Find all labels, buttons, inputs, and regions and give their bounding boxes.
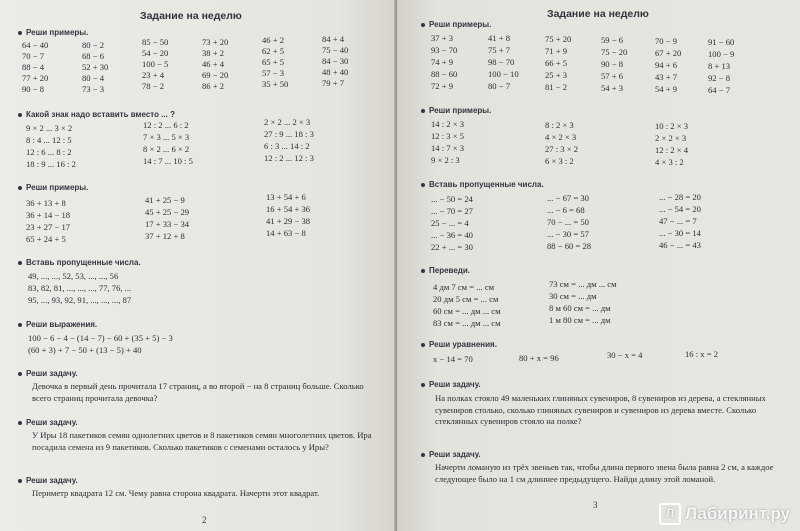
example: ... − 6 = 68 (547, 205, 585, 215)
expression-line: (60 + 3) + 7 − 50 + (13 − 5) + 40 (28, 345, 142, 355)
example: 9 × 2 ... 3 × 2 (26, 123, 73, 133)
example: 8 : 2 × 3 (545, 120, 574, 130)
equation: 80 + x = 96 (519, 353, 559, 363)
sequence-line: 49, ..., ..., 52, 53, ..., ..., 56 (28, 271, 119, 281)
example: 59 − 6 (601, 35, 624, 45)
example: ... − 54 = 20 (659, 204, 701, 214)
example: 78 − 2 (142, 81, 165, 91)
expression-line: 100 − 6 − 4 − (14 − 7) − 60 + (35 + 5) − 3 (28, 333, 173, 343)
example: ... − 67 = 30 (547, 193, 589, 203)
example: 62 + 5 (262, 46, 285, 56)
bullet-icon (18, 372, 22, 376)
example: 88 − 60 (431, 69, 458, 79)
example: 12 : 2 ... 6 : 2 (143, 120, 189, 130)
example: 90 − 8 (22, 84, 45, 94)
example: 45 + 25 − 29 (145, 207, 190, 217)
sequence-line: 83, 82, 81, ..., ..., ..., 77, 76, ... (28, 283, 132, 293)
example: 12 : 2 × 4 (655, 145, 689, 155)
page-number: 3 (593, 500, 598, 510)
equation: x − 14 = 70 (433, 354, 473, 364)
bullet-icon (18, 186, 22, 190)
example: 13 + 54 + 6 (266, 192, 306, 202)
example: 75 − 40 (322, 45, 349, 55)
example: 41 + 8 (488, 33, 511, 43)
example: 8 + 13 (708, 61, 731, 71)
watermark-text: Лабиринт.ру (684, 504, 790, 523)
example: 54 + 9 (655, 84, 678, 94)
bullet-icon (421, 183, 425, 187)
bullet-icon (18, 323, 22, 327)
bullet-icon (18, 421, 22, 425)
task-header: Реши выражения. (18, 320, 97, 329)
example: 54 + 3 (601, 83, 624, 93)
example: 93 − 70 (431, 45, 458, 55)
example: 27 : 3 × 2 (545, 144, 579, 154)
bullet-icon (421, 109, 425, 113)
example: 65 + 24 + 5 (26, 234, 66, 244)
example: 20 дм 5 см = ... см (433, 294, 499, 304)
example: 81 − 2 (545, 82, 568, 92)
example: 6 : 3 ... 14 : 2 (264, 141, 310, 151)
bullet-icon (18, 261, 22, 265)
equation: 16 : x = 2 (685, 349, 719, 359)
example: 60 см = ... дм ... см (433, 306, 501, 316)
example: 71 + 9 (545, 46, 568, 56)
example: 12 : 3 × 5 (431, 131, 465, 141)
example: 67 + 20 (655, 48, 682, 58)
example: ... − 36 = 40 (431, 230, 473, 240)
example: 8 × 2 ... 6 × 2 (143, 144, 190, 154)
example: 86 + 2 (202, 81, 225, 91)
example: 4 дм 7 см = ... см (433, 282, 495, 292)
bullet-icon (18, 113, 22, 117)
task-header: Вставь пропущенные числа. (18, 258, 141, 267)
example: 100 − 10 (488, 69, 519, 79)
page-title: Задание на неделю (140, 10, 242, 22)
example: 37 + 12 + 8 (145, 231, 185, 241)
example: ... − 30 = 14 (659, 228, 701, 238)
example: 16 + 54 + 36 (266, 204, 311, 214)
example: 4 × 2 × 3 (545, 132, 577, 142)
example: 77 + 20 (22, 73, 49, 83)
task-header: Реши задачу. (421, 450, 481, 459)
word-problem: На полках стояло 49 маленьких глиняных сувениров, 8 сувениров из дерева, а стеклянных сувениров столько, сколько глиняных сувениров и сувениров из дерева вместе. Сколько стеклянных сувениров стояло на полке? (435, 393, 766, 426)
task-header: Реши примеры. (18, 183, 88, 192)
example: 14 : 7 × 3 (431, 143, 465, 153)
example: 90 − 8 (601, 59, 624, 69)
example: 85 − 50 (142, 37, 169, 47)
labirint-logo-icon: Л (659, 503, 681, 525)
bullet-icon (421, 343, 425, 347)
example: 69 − 20 (202, 70, 229, 80)
example: 88 − 4 (22, 62, 45, 72)
example: 94 + 6 (655, 60, 678, 70)
example: 84 − 30 (322, 56, 349, 66)
task-header: Реши примеры. (421, 20, 491, 29)
example: 10 : 2 × 3 (655, 121, 689, 131)
example: 83 см = ... дм ... см (433, 318, 501, 328)
task-header: Реши примеры. (18, 28, 88, 37)
example: 30 см = ... дм (549, 291, 597, 301)
example: ... − 70 = 27 (431, 206, 473, 216)
word-problem: Начерти ломаную из трёх звеньев так, чтобы длина первого звена была равна 2 см, а каждое следующее было на 1 см длиннее предыдущего. Найди длину этой ломаной. (435, 462, 774, 484)
example: 73 − 3 (82, 84, 105, 94)
bullet-icon (18, 479, 22, 483)
example: 25 + 3 (545, 70, 568, 80)
example: 88 − 60 = 28 (547, 241, 592, 251)
right-page (397, 0, 800, 531)
example: 12 : 6 ... 8 : 2 (26, 147, 72, 157)
example: 12 : 2 ... 12 : 3 (264, 153, 314, 163)
example: 35 + 50 (262, 79, 289, 89)
example: ... − 30 = 57 (547, 229, 589, 239)
example: 14 : 2 × 3 (431, 119, 465, 129)
example: 4 × 3 : 2 (655, 157, 684, 167)
example: 92 − 8 (708, 73, 731, 83)
example: 57 − 3 (262, 68, 285, 78)
example: 70 − 9 (655, 36, 678, 46)
example: 23 + 4 (142, 70, 165, 80)
example: 8 м 60 см = ... дм (549, 303, 611, 313)
example: 41 + 29 − 38 (266, 216, 311, 226)
example: 36 + 13 + 8 (26, 198, 66, 208)
example: 75 + 20 (545, 34, 572, 44)
example: 57 + 6 (601, 71, 624, 81)
word-problem: У Иры 18 пакетиков семян однолетних цветов и 8 пакетиков семян многолетних цветов. Ира посадила семена из 9 пакетиков. Сколько пакетиков с семенами осталось у Иры? (32, 430, 372, 452)
example: 43 + 7 (655, 72, 678, 82)
example: 14 : 7 ... 10 : 5 (143, 156, 193, 166)
example: 91 − 60 (708, 37, 735, 47)
equation: 30 − x = 4 (607, 350, 643, 360)
example: 6 × 3 : 2 (545, 156, 574, 166)
example: 54 − 20 (142, 48, 169, 58)
bullet-icon (421, 453, 425, 457)
example: 75 + 7 (488, 45, 511, 55)
example: 2 × 2 ... 2 × 3 (264, 117, 311, 127)
page-number: 2 (202, 515, 207, 525)
example: 98 − 70 (488, 57, 515, 67)
example: 22 + ... = 30 (431, 242, 473, 252)
example: ... − 50 = 24 (431, 194, 473, 204)
example: 38 + 2 (202, 48, 225, 58)
example: 47 − ... = 7 (659, 216, 697, 226)
example: 80 − 2 (82, 40, 105, 50)
example: 72 + 9 (431, 81, 454, 91)
example: 17 + 33 − 34 (145, 219, 190, 229)
example: 8 : 4 ... 12 : 5 (26, 135, 72, 145)
example: 73 + 20 (202, 37, 229, 47)
bullet-icon (421, 383, 425, 387)
example: 75 − 20 (601, 47, 628, 57)
example: 70 − 7 (22, 51, 45, 61)
example: 66 + 5 (545, 58, 568, 68)
task-header: Реши задачу. (421, 380, 481, 389)
example: 100 − 9 (708, 49, 735, 59)
example: 9 × 2 : 3 (431, 155, 460, 165)
example: 52 + 30 (82, 62, 109, 72)
example: 73 см = ... дм ... см (549, 279, 617, 289)
example: 7 × 3 ... 5 × 3 (143, 132, 190, 142)
example: 46 + 2 (262, 35, 285, 45)
example: 2 × 2 × 3 (655, 133, 687, 143)
example: 84 + 4 (322, 34, 345, 44)
example: 80 − 7 (488, 81, 511, 91)
task-header: Какой знак надо вставить вместо ... ? (18, 110, 175, 119)
example: 74 + 9 (431, 57, 454, 67)
example: 46 + 4 (202, 59, 225, 69)
example: 23 + 27 − 17 (26, 222, 71, 232)
example: 1 м 80 см = ... дм (549, 315, 611, 325)
page-title: Задание на неделю (547, 8, 649, 20)
example: 48 + 40 (322, 67, 349, 77)
example: 18 : 9 ... 16 : 2 (26, 159, 76, 169)
example: ... − 28 = 20 (659, 192, 701, 202)
sequence-line: 95, ..., 93, 92, 91, ..., ..., ..., 87 (28, 295, 132, 305)
task-header: Реши задачу. (18, 369, 78, 378)
bullet-icon (421, 23, 425, 27)
example: 25 − ... = 4 (431, 218, 469, 228)
example: 46 − ... = 43 (659, 240, 701, 250)
example: 80 − 4 (82, 73, 105, 83)
bullet-icon (18, 31, 22, 35)
task-header: Реши примеры. (421, 106, 491, 115)
example: 70 − ... = 50 (547, 217, 589, 227)
task-header: Реши уравнения. (421, 340, 497, 349)
example: 36 + 14 − 18 (26, 210, 71, 220)
task-header: Вставь пропущенные числа. (421, 180, 544, 189)
example: 14 + 63 − 8 (266, 228, 306, 238)
example: 27 : 9 ... 18 : 3 (264, 129, 314, 139)
example: 37 + 3 (431, 33, 454, 43)
left-page (0, 0, 397, 531)
bullet-icon (421, 269, 425, 273)
example: 41 + 25 − 9 (145, 195, 185, 205)
word-problem: Периметр квадрата 12 см. Чему равна сторона квадрата. Начерти этот квадрат. (32, 488, 320, 498)
task-header: Переведи. (421, 266, 470, 275)
example: 64 − 40 (22, 40, 49, 50)
example: 68 − 6 (82, 51, 105, 61)
example: 65 + 5 (262, 57, 285, 67)
example: 79 + 7 (322, 78, 345, 88)
example: 64 − 7 (708, 85, 731, 95)
task-header: Реши задачу. (18, 418, 78, 427)
watermark-logo (659, 503, 790, 525)
task-header: Реши задачу. (18, 476, 78, 485)
example: 100 − 5 (142, 59, 169, 69)
word-problem: Девочка в первый день прочитала 17 страниц, а во второй − на 8 страниц больше. Сколько всего страниц прочитала девочка? (32, 381, 364, 403)
